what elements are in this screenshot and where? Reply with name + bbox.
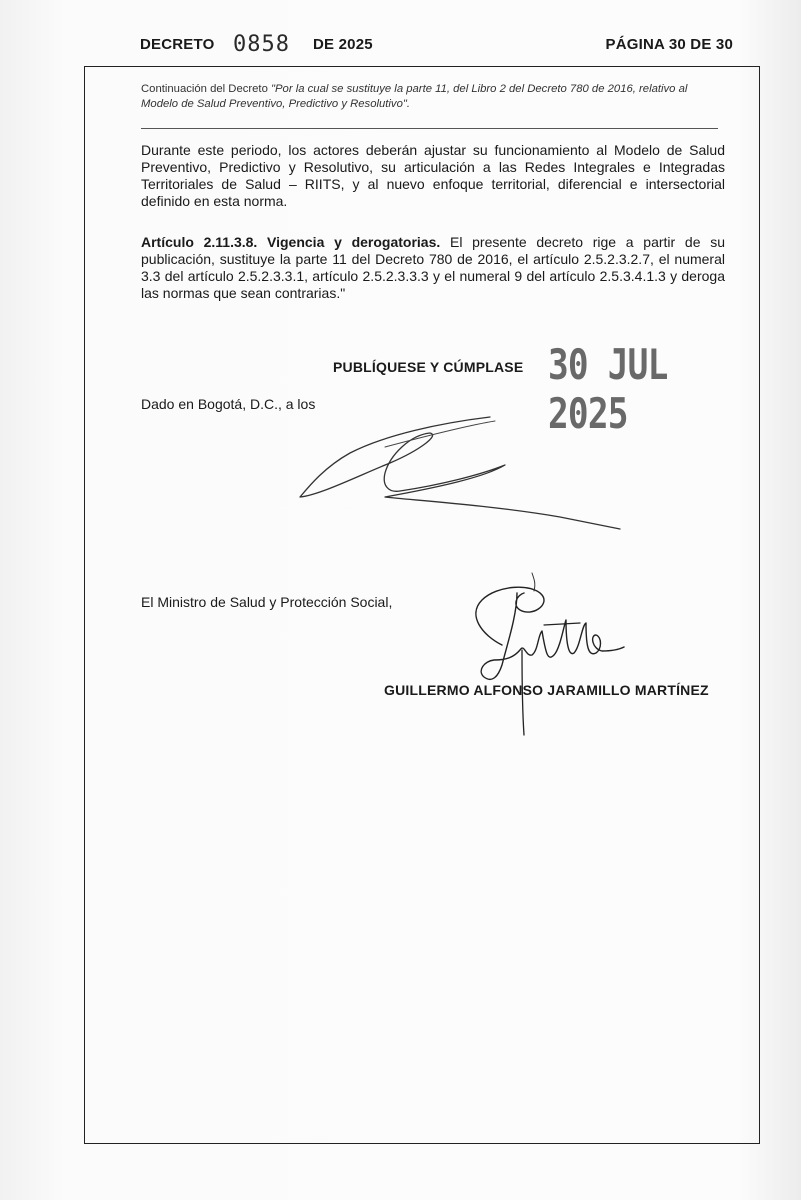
signature-president — [290, 405, 630, 535]
continuation-title: "Por la cual se sustituye la parte 11, del Libro 2 del Decreto 780 de 2016, relativo al Modelo de Salud Preventivo, Predictivo y Resolutivo". — [141, 83, 688, 110]
paragraph-transition: Durante este periodo, los actores deberán ajustar su funcionamiento al Modelo de Salud Preventivo, Predictivo y Resolutivo, su articulación a las Redes Integrales e Integradas Territoriales de Salud – RIITS, y al nuevo enfoque territorial, diferencial e intersectorial definido en esta norma. — [141, 142, 725, 209]
article-vigencia — [141, 234, 725, 302]
continuation-note — [141, 82, 726, 112]
article-heading: Artículo 2.11.3.8. Vigencia y derogatorias. — [141, 234, 441, 250]
decreto-year: DE 2025 — [313, 36, 373, 53]
decreto-label: DECRETO — [140, 36, 215, 53]
dado-en-bogota: Dado en Bogotá, D.C., a los — [141, 396, 316, 412]
page-header — [140, 32, 733, 60]
header-divider — [141, 128, 718, 129]
date-stamp: 30 JUL 2025 — [548, 340, 668, 438]
signature-minister — [462, 565, 642, 745]
page-number: PÁGINA 30 DE 30 — [605, 36, 733, 53]
publiquese-cumplase: PUBLÍQUESE Y CÚMPLASE — [333, 359, 524, 375]
minister-name: GUILLERMO ALFONSO JARAMILLO MARTÍNEZ — [384, 682, 709, 698]
continuation-prefix: Continuación del Decreto — [141, 83, 271, 95]
minister-role: El Ministro de Salud y Protección Social, — [141, 594, 393, 610]
article-text: El presente decreto rige a partir de su publicación, sustituye la parte 11 del Decreto 780 de 2016, el artículo 2.5.2.3.2.7, el numeral 3.3 del artículo 2.5.2.3.3.1, artículo 2.5.2.3.3.3 y el numeral 9 del artículo 2.5.3.4.1.3 y deroga las normas que sean contrarias." — [141, 234, 725, 301]
decreto-number: 0858 — [233, 32, 290, 57]
